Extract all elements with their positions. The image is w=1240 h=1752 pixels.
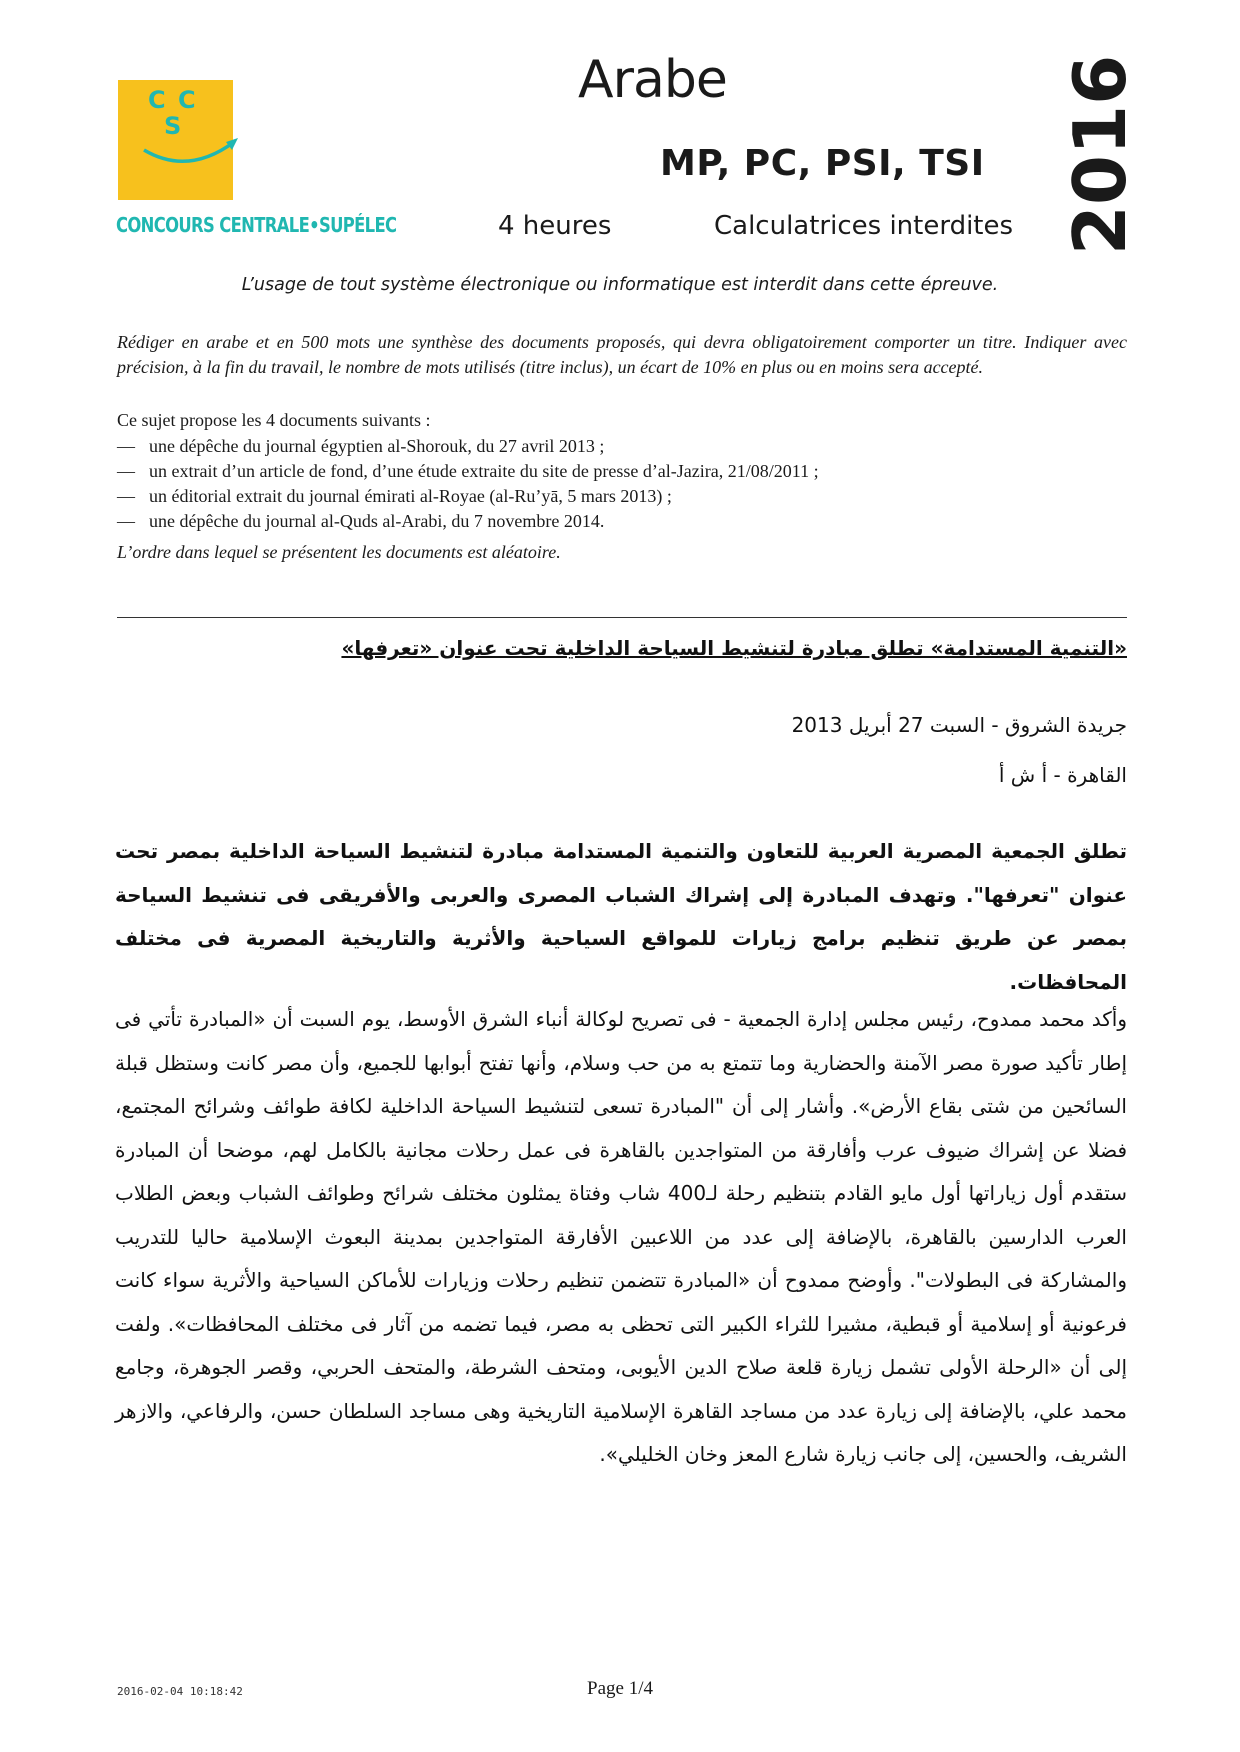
document-item: — une dépêche du journal al-Quds al-Arabi, du 7 novembre 2014. [117, 511, 605, 531]
logo-letter-c1: C [148, 86, 166, 114]
electronics-notice: L’usage de tout système électronique ou informatique est interdit dans cette épreuve. [241, 275, 999, 295]
document-item: — une dépêche du journal égyptien al-Shorouk, du 27 avril 2013 ; [117, 436, 605, 456]
document-item-text: une dépêche du journal al-Quds al-Arabi, du 7 novembre 2014. [149, 511, 605, 531]
document-item-text: un extrait d’un article de fond, d’une étude extraite du site de presse d’al-Jazira, 21/08/2011 ; [149, 461, 819, 481]
exam-year [1030, 54, 1170, 256]
document-item: — un éditorial extrait du journal émirati al-Royae (al-Ru’yā, 5 mars 2013) ; [117, 486, 672, 506]
print-timestamp: 2016-02-04 10:18:42 [117, 1685, 243, 1698]
documents-intro: Ce sujet propose les 4 documents suivants : [117, 410, 431, 430]
exam-streams: MP, PC, PSI, TSI [660, 143, 985, 184]
logo-letter-s: S [164, 112, 182, 140]
exam-duration: 4 heures [498, 211, 612, 241]
page-number: Page 1/4 [587, 1678, 653, 1699]
logo-emblem [118, 64, 278, 224]
documents-order-note: L’ordre dans lequel se présentent les documents est aléatoire. [117, 542, 561, 562]
instructions-text: Rédiger en arabe et en 500 mots une synthèse des documents proposés, qui devra obligatoirement comporter un titre. Indiquer avec précision, à la fin du travail, le nombre de mots utilisés (titre inclus), un écart de 10% en plus ou en moins sera accepté. [117, 332, 1127, 377]
document-item-text: un éditorial extrait du journal émirati al-Royae (al-Ru’yā, 5 mars 2013) ; [149, 486, 672, 506]
document-item: — un extrait d’un article de fond, d’une étude extraite du site de presse d’al-Jazira, 21/08/2011 ; [117, 461, 819, 481]
article-source: جريدة الشروق - السبت 27 أبريل 2013 [791, 713, 1127, 737]
subject-title: Arabe [578, 50, 727, 110]
calculator-rule: Calculatrices interdites [714, 211, 1014, 241]
exam-year-label: 2016 [1058, 54, 1142, 256]
article-paragraph-2: وأكد محمد ممدوح، رئيس مجلس إدارة الجمعية - فى تصريح لوكالة أنباء الشرق الأوسط، يوم السبت أن «المبادرة تأتي فى إطار تأكيد صورة مصر الآمنة والحضارية وما تتمتع به من حب وسلام، وأنها تفتح أبوابها للجميع، وأن مصر كانت وستظل قبلة السائحين من شتى بقاع الأرض». وأشار إلى أن "المبادرة تسعى لتنشيط السياحة الداخلية لكافة طوائف وشرائح المجتمع، فضلا عن إشراك ضيوف عرب وأفارقة من المتواجدين بالقاهرة فى عمل رحلات مجانية بالكامل لهم، موضحا أن المبادرة ستقدم أول زياراتها أول مايو القادم بتنظيم رحلة لـ400 شاب وفتاة يمثلون مختلف شرائح وطوائف الشباب وبعض الطلاب العرب الدارسين بالقاهرة، بالإضافة إلى عدد من اللاعبين الأفارقة المتواجدين بمدينة البعوث الإسلامية حاليا للتدريب والمشاركة فى البطولات". وأوضح ممدوح أن «المبادرة تتضمن تنظيم رحلات وزيارات للأماكن السياحية والأثرية سواء كانت فرعونية أو إسلامية أو قبطية، مشيرا للثراء الكبير التى تحظى به مصر، فيما تضمه من آثار فى مختلف المحافظات». ولفت إلى أن «الرحلة الأولى تشمل زيارة قلعة صلاح الدين الأيوبى، ومتحف الشرطة، والمتحف الحربي، وقصر الجوهرة، وجامع محمد علي، بالإضافة إلى زيارة عدد من مساجد القاهرة الإسلامية التاريخية وهى مساجد السلطان حسن، والرفاعي، والازهر الشريف، والحسين، إلى جانب زيارة شارع المعز وخان الخليلي». [115, 1007, 1127, 1466]
article-paragraph-1: تطلق الجمعية المصرية العربية للتعاون والتنمية المستدامة مبادرة لتنشيط السياحة الداخلية بمصر تحت عنوان "تعرفها". وتهدف المبادرة إلى إشراك الشباب المصرى والعربى والأفريقى فى تنشيط السياحة بمصر عن طريق تنظيم برامج زيارات للمواقع السياحية والأثرية والتاريخية المصرية فى مختلف المحافظات. [115, 839, 1127, 994]
logo-text: CONCOURS CENTRALE•SUPÉLEC [116, 213, 397, 237]
article-headline: «التنمية المستدامة» تطلق مبادرة لتنشيط السياحة الداخلية تحت عنوان «تعرفها» [341, 636, 1127, 660]
document-item-text: une dépêche du journal égyptien al-Shorouk, du 27 avril 2013 ; [149, 436, 605, 456]
logo-letter-c2: C [178, 86, 196, 114]
logo-swoosh [144, 142, 234, 161]
section-divider [117, 617, 1127, 618]
article-dateline: القاهرة - أ ش أ [998, 763, 1127, 787]
